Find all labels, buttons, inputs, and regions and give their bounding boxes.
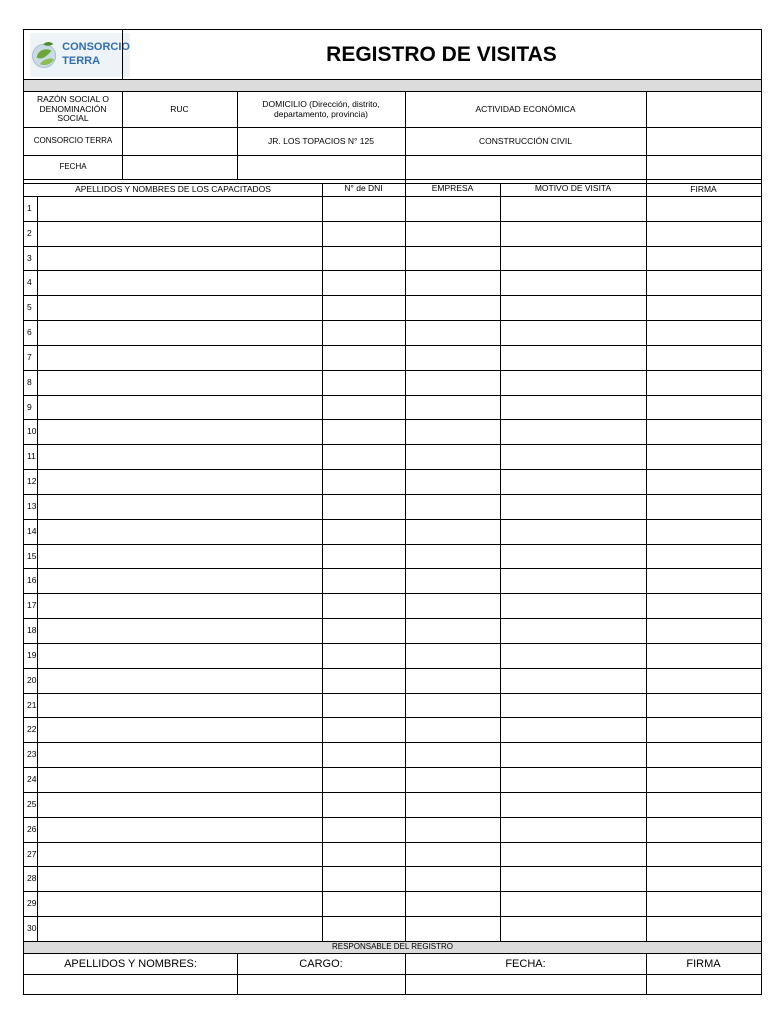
- dni-cell[interactable]: [322, 520, 405, 545]
- fecha-value[interactable]: [122, 156, 237, 179]
- firma-cell[interactable]: [646, 495, 761, 520]
- row-number: 2: [27, 227, 32, 238]
- motivo-cell[interactable]: [500, 495, 646, 520]
- motivo-cell[interactable]: [500, 396, 646, 421]
- motivo-cell[interactable]: [500, 569, 646, 594]
- nombres-cell[interactable]: [37, 892, 322, 917]
- row-number: 12: [27, 476, 37, 487]
- row-number: 6: [27, 327, 32, 338]
- col-header-firma: FIRMA: [690, 184, 717, 195]
- firma-cell[interactable]: [646, 247, 761, 272]
- row-number: 29: [27, 898, 37, 909]
- dni-cell[interactable]: [322, 793, 405, 818]
- nombres-cell[interactable]: [37, 346, 322, 371]
- row-number: 26: [27, 823, 37, 834]
- motivo-cell[interactable]: [500, 420, 646, 445]
- table-row: [24, 545, 761, 570]
- nombres-cell[interactable]: [37, 371, 322, 396]
- nombres-cell[interactable]: [37, 867, 322, 892]
- responsible-name-field[interactable]: [24, 975, 237, 994]
- table-row: [24, 520, 761, 545]
- empresa-cell[interactable]: [405, 793, 500, 818]
- nombres-cell[interactable]: [37, 694, 322, 719]
- responsible-name-label: APELLIDOS Y NOMBRES:: [64, 957, 197, 970]
- nombres-cell[interactable]: [37, 396, 322, 421]
- dni-cell[interactable]: [322, 445, 405, 470]
- table-row: [24, 818, 761, 843]
- form-title: REGISTRO DE VISITAS: [326, 42, 557, 66]
- empresa-cell[interactable]: [405, 396, 500, 421]
- nombres-cell[interactable]: [37, 669, 322, 694]
- firma-cell[interactable]: [646, 694, 761, 719]
- domicilio-header: DOMICILIO (Dirección, distrito, departamento, provincia): [262, 99, 380, 119]
- dni-cell[interactable]: [322, 296, 405, 321]
- motivo-cell[interactable]: [500, 247, 646, 272]
- firma-cell[interactable]: [646, 445, 761, 470]
- motivo-cell[interactable]: [500, 644, 646, 669]
- responsible-cargo-label: CARGO:: [299, 957, 343, 970]
- motivo-cell[interactable]: [500, 867, 646, 892]
- empresa-cell[interactable]: [405, 271, 500, 296]
- actividad-value: CONSTRUCCIÓN CIVIL: [478, 135, 573, 146]
- firma-cell[interactable]: [646, 396, 761, 421]
- firma-cell[interactable]: [646, 619, 761, 644]
- table-row: [24, 371, 761, 396]
- empresa-cell[interactable]: [405, 718, 500, 743]
- dni-cell[interactable]: [322, 271, 405, 296]
- responsible-fecha-label: FECHA:: [505, 957, 546, 970]
- empresa-cell[interactable]: [405, 669, 500, 694]
- row-number: 10: [27, 426, 37, 437]
- firma-cell[interactable]: [646, 843, 761, 868]
- nombres-cell[interactable]: [37, 917, 322, 942]
- firma-cell[interactable]: [646, 371, 761, 396]
- row-number: 24: [27, 774, 37, 785]
- motivo-cell[interactable]: [500, 321, 646, 346]
- motivo-cell[interactable]: [500, 222, 646, 247]
- table-row: [24, 247, 761, 272]
- table-row: [24, 669, 761, 694]
- empresa-cell[interactable]: [405, 296, 500, 321]
- nombres-cell[interactable]: [37, 247, 322, 272]
- table-row: [24, 569, 761, 594]
- empresa-cell[interactable]: [405, 346, 500, 371]
- nombres-cell[interactable]: [37, 818, 322, 843]
- dni-cell[interactable]: [322, 892, 405, 917]
- nombres-cell[interactable]: [37, 793, 322, 818]
- dni-cell[interactable]: [322, 867, 405, 892]
- firma-cell[interactable]: [646, 818, 761, 843]
- table-row: [24, 445, 761, 470]
- row-number: 16: [27, 575, 37, 586]
- nombres-cell[interactable]: [37, 420, 322, 445]
- empresa-cell[interactable]: [405, 594, 500, 619]
- empresa-cell[interactable]: [405, 222, 500, 247]
- nombres-cell[interactable]: [37, 520, 322, 545]
- table-row: [24, 694, 761, 719]
- firma-cell[interactable]: [646, 594, 761, 619]
- empresa-cell[interactable]: [405, 818, 500, 843]
- company-logo: [30, 33, 130, 77]
- nombres-cell[interactable]: [37, 222, 322, 247]
- motivo-cell[interactable]: [500, 793, 646, 818]
- dni-cell[interactable]: [322, 420, 405, 445]
- razon-social-value: CONSORCIO TERRA: [33, 136, 113, 146]
- motivo-cell[interactable]: [500, 520, 646, 545]
- row-number: 8: [27, 376, 32, 387]
- empresa-cell[interactable]: [405, 694, 500, 719]
- table-row: [24, 718, 761, 743]
- dni-cell[interactable]: [322, 569, 405, 594]
- motivo-cell[interactable]: [500, 470, 646, 495]
- visit-register-form: [23, 29, 762, 995]
- dni-cell[interactable]: [322, 768, 405, 793]
- firma-cell[interactable]: [646, 420, 761, 445]
- globe-leaf-icon: [30, 36, 58, 74]
- firma-cell[interactable]: [646, 296, 761, 321]
- table-row: [24, 644, 761, 669]
- firma-cell[interactable]: [646, 271, 761, 296]
- nombres-cell[interactable]: [37, 495, 322, 520]
- nombres-cell[interactable]: [37, 569, 322, 594]
- dni-cell[interactable]: [322, 619, 405, 644]
- nombres-cell[interactable]: [37, 296, 322, 321]
- motivo-cell[interactable]: [500, 843, 646, 868]
- dni-cell[interactable]: [322, 718, 405, 743]
- firma-cell[interactable]: [646, 892, 761, 917]
- row-number: 18: [27, 625, 37, 636]
- responsible-firma-label: FIRMA: [686, 957, 721, 970]
- motivo-cell[interactable]: [500, 917, 646, 942]
- dni-cell[interactable]: [322, 371, 405, 396]
- table-row: [24, 271, 761, 296]
- empresa-cell[interactable]: [405, 470, 500, 495]
- row-number: 13: [27, 500, 37, 511]
- motivo-cell[interactable]: [500, 718, 646, 743]
- row-number: 4: [27, 277, 32, 288]
- empresa-cell[interactable]: [405, 917, 500, 942]
- table-row: [24, 892, 761, 917]
- ruc-header: RUC: [170, 103, 189, 114]
- empresa-cell[interactable]: [405, 495, 500, 520]
- dni-cell[interactable]: [322, 594, 405, 619]
- firma-cell[interactable]: [646, 470, 761, 495]
- dni-cell[interactable]: [322, 470, 405, 495]
- empresa-cell[interactable]: [405, 867, 500, 892]
- row-number: 7: [27, 351, 32, 362]
- dni-cell[interactable]: [322, 545, 405, 570]
- row-number: 27: [27, 848, 37, 859]
- firma-cell[interactable]: [646, 644, 761, 669]
- firma-cell[interactable]: [646, 222, 761, 247]
- firma-cell[interactable]: [646, 321, 761, 346]
- motivo-cell[interactable]: [500, 619, 646, 644]
- table-row: [24, 296, 761, 321]
- responsible-cargo-field[interactable]: [237, 975, 405, 994]
- row-number: 9: [27, 401, 32, 412]
- table-row: [24, 917, 761, 942]
- row-number: 19: [27, 649, 37, 660]
- responsible-firma-field[interactable]: [646, 975, 761, 994]
- empresa-cell[interactable]: [405, 843, 500, 868]
- razon-social-header: RAZÓN SOCIAL O DENOMINACIÓN SOCIAL: [37, 94, 109, 124]
- responsible-section-title: RESPONSABLE DEL REGISTRO: [331, 942, 454, 952]
- row-number: 20: [27, 674, 37, 685]
- nombres-cell[interactable]: [37, 545, 322, 570]
- row-number: 14: [27, 525, 37, 536]
- empresa-cell[interactable]: [405, 321, 500, 346]
- col-header-nombres: APELLIDOS Y NOMBRES DE LOS CAPACITADOS: [75, 184, 271, 195]
- row-number: 23: [27, 749, 37, 760]
- firma-cell[interactable]: [646, 545, 761, 570]
- nombres-cell[interactable]: [37, 644, 322, 669]
- empresa-cell[interactable]: [405, 644, 500, 669]
- motivo-cell[interactable]: [500, 445, 646, 470]
- table-row: [24, 793, 761, 818]
- table-row: [24, 420, 761, 445]
- table-row: [24, 768, 761, 793]
- row-number: 3: [27, 252, 32, 263]
- row-number: 21: [27, 699, 37, 710]
- nombres-cell[interactable]: [37, 594, 322, 619]
- empresa-cell[interactable]: [405, 545, 500, 570]
- empresa-cell[interactable]: [405, 420, 500, 445]
- table-row: [24, 495, 761, 520]
- dni-cell[interactable]: [322, 222, 405, 247]
- row-number: 5: [27, 302, 32, 313]
- nombres-cell[interactable]: [37, 843, 322, 868]
- dni-cell[interactable]: [322, 843, 405, 868]
- empresa-cell[interactable]: [405, 743, 500, 768]
- dni-cell[interactable]: [322, 197, 405, 222]
- actividad-header: ACTIVIDAD ECONÓMICA: [475, 103, 576, 114]
- row-number: 30: [27, 923, 37, 934]
- dni-cell[interactable]: [322, 495, 405, 520]
- row-number: 28: [27, 873, 37, 884]
- empresa-cell[interactable]: [405, 445, 500, 470]
- dni-cell[interactable]: [322, 247, 405, 272]
- table-row: [24, 321, 761, 346]
- empresa-cell[interactable]: [405, 197, 500, 222]
- motivo-cell[interactable]: [500, 669, 646, 694]
- table-row: [24, 470, 761, 495]
- motivo-cell[interactable]: [500, 271, 646, 296]
- motivo-cell[interactable]: [500, 743, 646, 768]
- motivo-cell[interactable]: [500, 594, 646, 619]
- domicilio-value: JR. LOS TOPACIOS N° 125: [268, 135, 374, 146]
- empresa-cell[interactable]: [405, 619, 500, 644]
- col-header-empresa: EMPRESA: [431, 183, 474, 194]
- table-row: [24, 396, 761, 421]
- firma-cell[interactable]: [646, 768, 761, 793]
- row-number: 11: [27, 451, 36, 462]
- row-number: 1: [27, 203, 32, 213]
- dni-cell[interactable]: [322, 644, 405, 669]
- row-number: 22: [27, 724, 37, 735]
- nombres-cell[interactable]: [37, 197, 322, 222]
- motivo-cell[interactable]: [500, 818, 646, 843]
- firma-cell[interactable]: [646, 867, 761, 892]
- table-row: [24, 594, 761, 619]
- dni-cell[interactable]: [322, 669, 405, 694]
- motivo-cell[interactable]: [500, 545, 646, 570]
- table-row: [24, 867, 761, 892]
- col-header-motivo: MOTIVO DE VISITA: [534, 183, 612, 194]
- col-header-dni: N° de DNI: [344, 183, 383, 194]
- empresa-cell[interactable]: [405, 569, 500, 594]
- firma-cell[interactable]: [646, 346, 761, 371]
- motivo-cell[interactable]: [500, 371, 646, 396]
- table-row: [24, 843, 761, 868]
- dni-cell[interactable]: [322, 396, 405, 421]
- responsible-fecha-field[interactable]: [405, 975, 646, 994]
- empresa-cell[interactable]: [405, 892, 500, 917]
- fecha-label: FECHA: [59, 162, 87, 172]
- dni-cell[interactable]: [322, 346, 405, 371]
- table-row: [24, 346, 761, 371]
- firma-cell[interactable]: [646, 569, 761, 594]
- nombres-cell[interactable]: [37, 768, 322, 793]
- row-number: 17: [27, 600, 37, 611]
- motivo-cell[interactable]: [500, 892, 646, 917]
- firma-cell[interactable]: [646, 793, 761, 818]
- firma-cell[interactable]: [646, 520, 761, 545]
- empresa-cell[interactable]: [405, 371, 500, 396]
- firma-cell[interactable]: [646, 917, 761, 942]
- ruc-value[interactable]: [122, 128, 237, 155]
- motivo-cell[interactable]: [500, 346, 646, 371]
- nombres-cell[interactable]: [37, 445, 322, 470]
- row-number: 25: [27, 798, 37, 809]
- firma-cell[interactable]: [646, 197, 761, 222]
- dni-cell[interactable]: [322, 321, 405, 346]
- nombres-cell[interactable]: [37, 470, 322, 495]
- nombres-cell[interactable]: [37, 271, 322, 296]
- dni-cell[interactable]: [322, 917, 405, 942]
- nombres-cell[interactable]: [37, 619, 322, 644]
- firma-cell[interactable]: [646, 718, 761, 743]
- row-number: 15: [27, 550, 37, 561]
- table-row: [24, 222, 761, 247]
- motivo-cell[interactable]: [500, 197, 646, 222]
- nombres-cell[interactable]: [37, 718, 322, 743]
- table-row: [24, 619, 761, 644]
- dni-cell[interactable]: [322, 818, 405, 843]
- motivo-cell[interactable]: [500, 296, 646, 321]
- dni-cell[interactable]: [322, 743, 405, 768]
- nombres-cell[interactable]: [37, 321, 322, 346]
- dni-cell[interactable]: [322, 694, 405, 719]
- empresa-cell[interactable]: [405, 247, 500, 272]
- table-row: [24, 743, 761, 768]
- firma-cell[interactable]: [646, 669, 761, 694]
- motivo-cell[interactable]: [500, 768, 646, 793]
- logo-wordmark: CONSORCIO TERRA: [62, 41, 130, 67]
- nombres-cell[interactable]: [37, 743, 322, 768]
- empresa-cell[interactable]: [405, 520, 500, 545]
- firma-cell[interactable]: [646, 743, 761, 768]
- motivo-cell[interactable]: [500, 694, 646, 719]
- table-row: [24, 197, 761, 222]
- empresa-cell[interactable]: [405, 768, 500, 793]
